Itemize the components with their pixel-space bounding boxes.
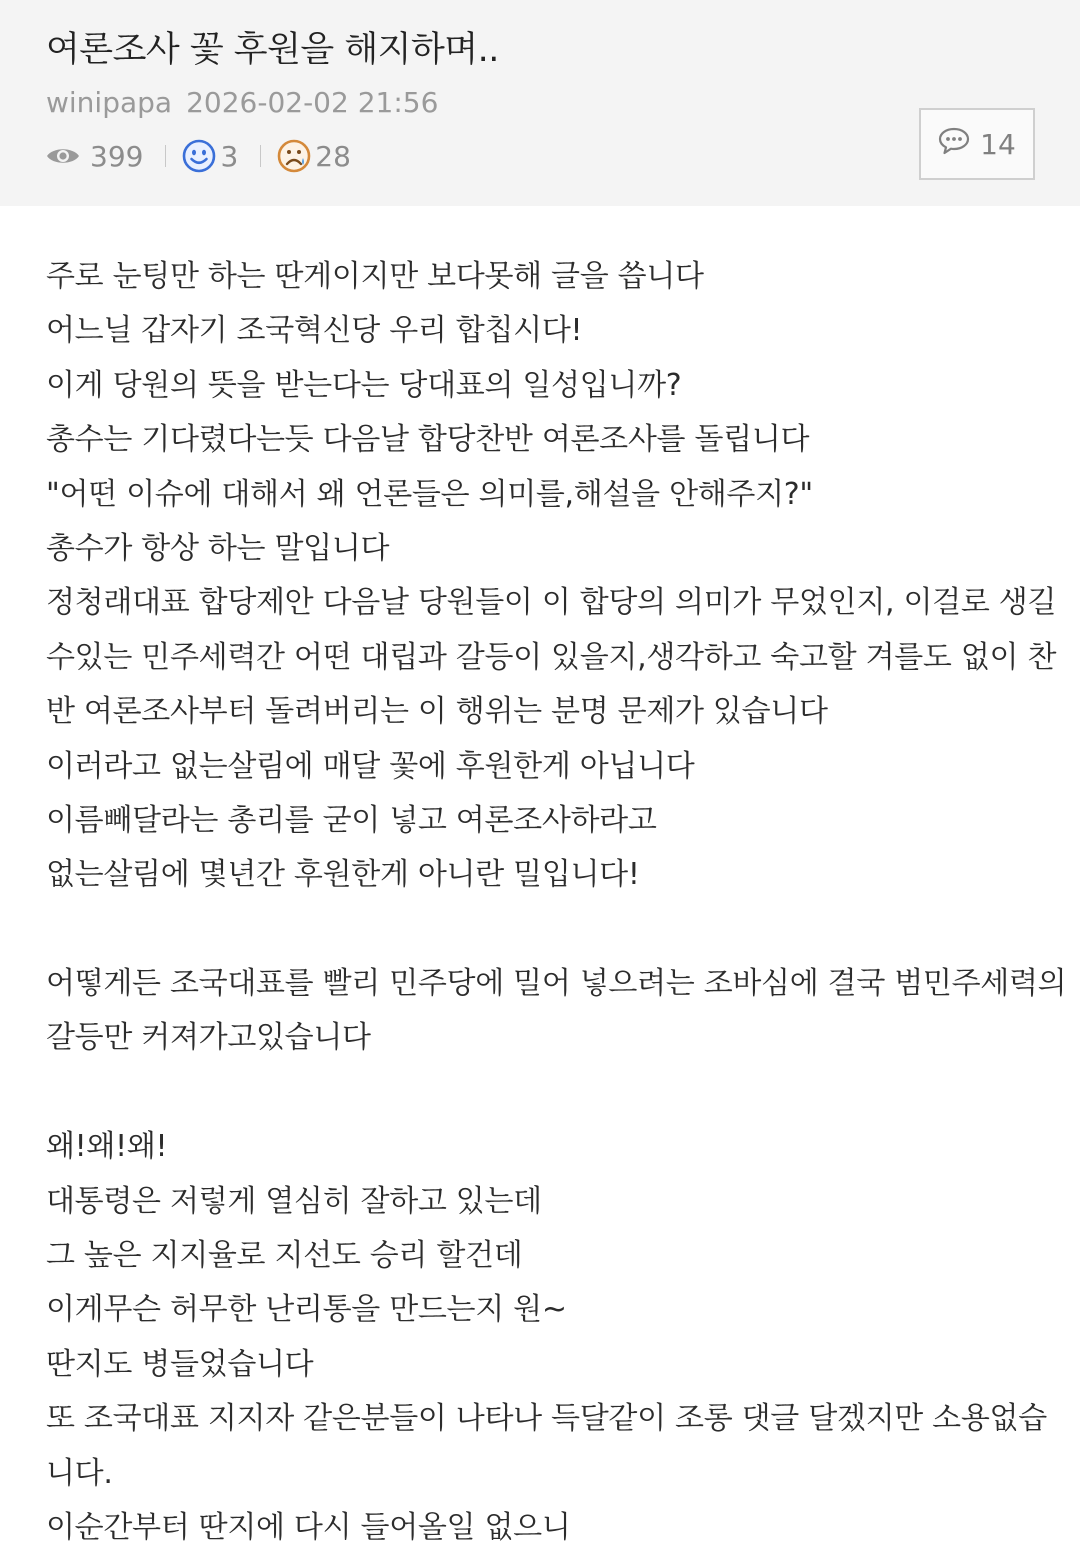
post-title: 여론조사 꽃 후원을 해지하며.. — [46, 30, 499, 70]
comments-count: 14 — [980, 127, 1016, 161]
body-line: 그 높은 지지율로 지선도 승리 할건데 — [46, 1238, 523, 1274]
eye-icon — [46, 145, 80, 167]
stat-divider — [260, 145, 261, 167]
dislikes-count: 28 — [315, 139, 351, 173]
body-line: 없는살림에 몇년간 후원한게 아니란 밀입니다! — [46, 857, 640, 893]
sad-face-icon[interactable] — [277, 139, 311, 173]
body-line: "어떤 이슈에 대해서 왜 언론들은 의미를,해설을 안해주지?" — [46, 476, 813, 512]
blank-line — [46, 903, 1046, 957]
body-line: 갈등만 커져가고있습니다 — [46, 1020, 371, 1056]
post-body — [46, 250, 1067, 1555]
post-meta — [46, 86, 438, 119]
body-line: 이름빼달라는 총리를 굳이 넣고 여론조사하라고 — [46, 802, 657, 838]
dislikes-stat[interactable] — [277, 139, 351, 173]
body-line: 총수가 항상 하는 말입니다 — [46, 530, 390, 566]
body-line: 총수는 기다렸다는듯 다음날 합당찬반 여론조사를 돌립니다 — [46, 422, 810, 458]
views-stat — [46, 140, 143, 173]
blank-line — [46, 1066, 1046, 1120]
body-line: 왜!왜!왜! — [46, 1129, 168, 1165]
body-line: 또 조국대표 지지자 같은분들이 나타나 득달같이 조롱 댓글 달겠지만 소용없습 — [46, 1401, 1047, 1437]
author-name[interactable]: winipapa — [46, 86, 173, 119]
likes-count: 3 — [220, 139, 239, 173]
speech-bubble-icon — [938, 127, 980, 162]
body-line: 이게 당원의 뜻을 받는다는 당대표의 일성입니까? — [46, 367, 682, 403]
likes-stat[interactable] — [182, 139, 238, 173]
stat-divider — [165, 145, 166, 167]
body-line: 대통령은 저렇게 열심히 잘하고 있는데 — [46, 1183, 542, 1219]
body-line: 이러라고 없는살림에 매달 꽃에 후원한게 아닙니다 — [46, 748, 695, 784]
body-line: 어느닐 갑자기 조국혁신당 우리 합칩시다! — [46, 313, 583, 349]
body-line: 수있는 민주세력간 어떤 대립과 갈등이 있을지,생각하고 숙고할 겨를도 없이 찬 — [46, 639, 1057, 675]
post-datetime: 2026-02-02 21:56 — [186, 86, 439, 119]
comments-button[interactable] — [919, 108, 1035, 180]
body-line: 니다. — [46, 1455, 113, 1491]
post-header — [0, 0, 1080, 206]
body-line: 반 여론조사부터 돌려버리는 이 행위는 분명 문제가 있습니다 — [46, 694, 828, 730]
body-line: 딴지도 병들었습니다 — [46, 1346, 314, 1382]
views-count: 399 — [90, 139, 144, 173]
body-line: 정청래대표 합당제안 다음날 당원들이 이 합당의 의미가 무었인지, 이걸로 생길 — [46, 585, 1057, 621]
body-line: 어떻게든 조국대표를 빨리 민주당에 밀어 넣으려는 조바심에 결국 범민주세력의 — [46, 966, 1067, 1002]
smiley-icon[interactable] — [182, 139, 216, 173]
body-line: 이순간부터 딴지에 다시 들어올일 없으니 — [46, 1509, 571, 1545]
body-line: 이게무슨 허무한 난리통을 만드는지 원~ — [46, 1292, 567, 1328]
post-stats — [46, 136, 351, 176]
body-line: 주로 눈팅만 하는 딴게이지만 보다못해 글을 씁니다 — [46, 259, 704, 294]
